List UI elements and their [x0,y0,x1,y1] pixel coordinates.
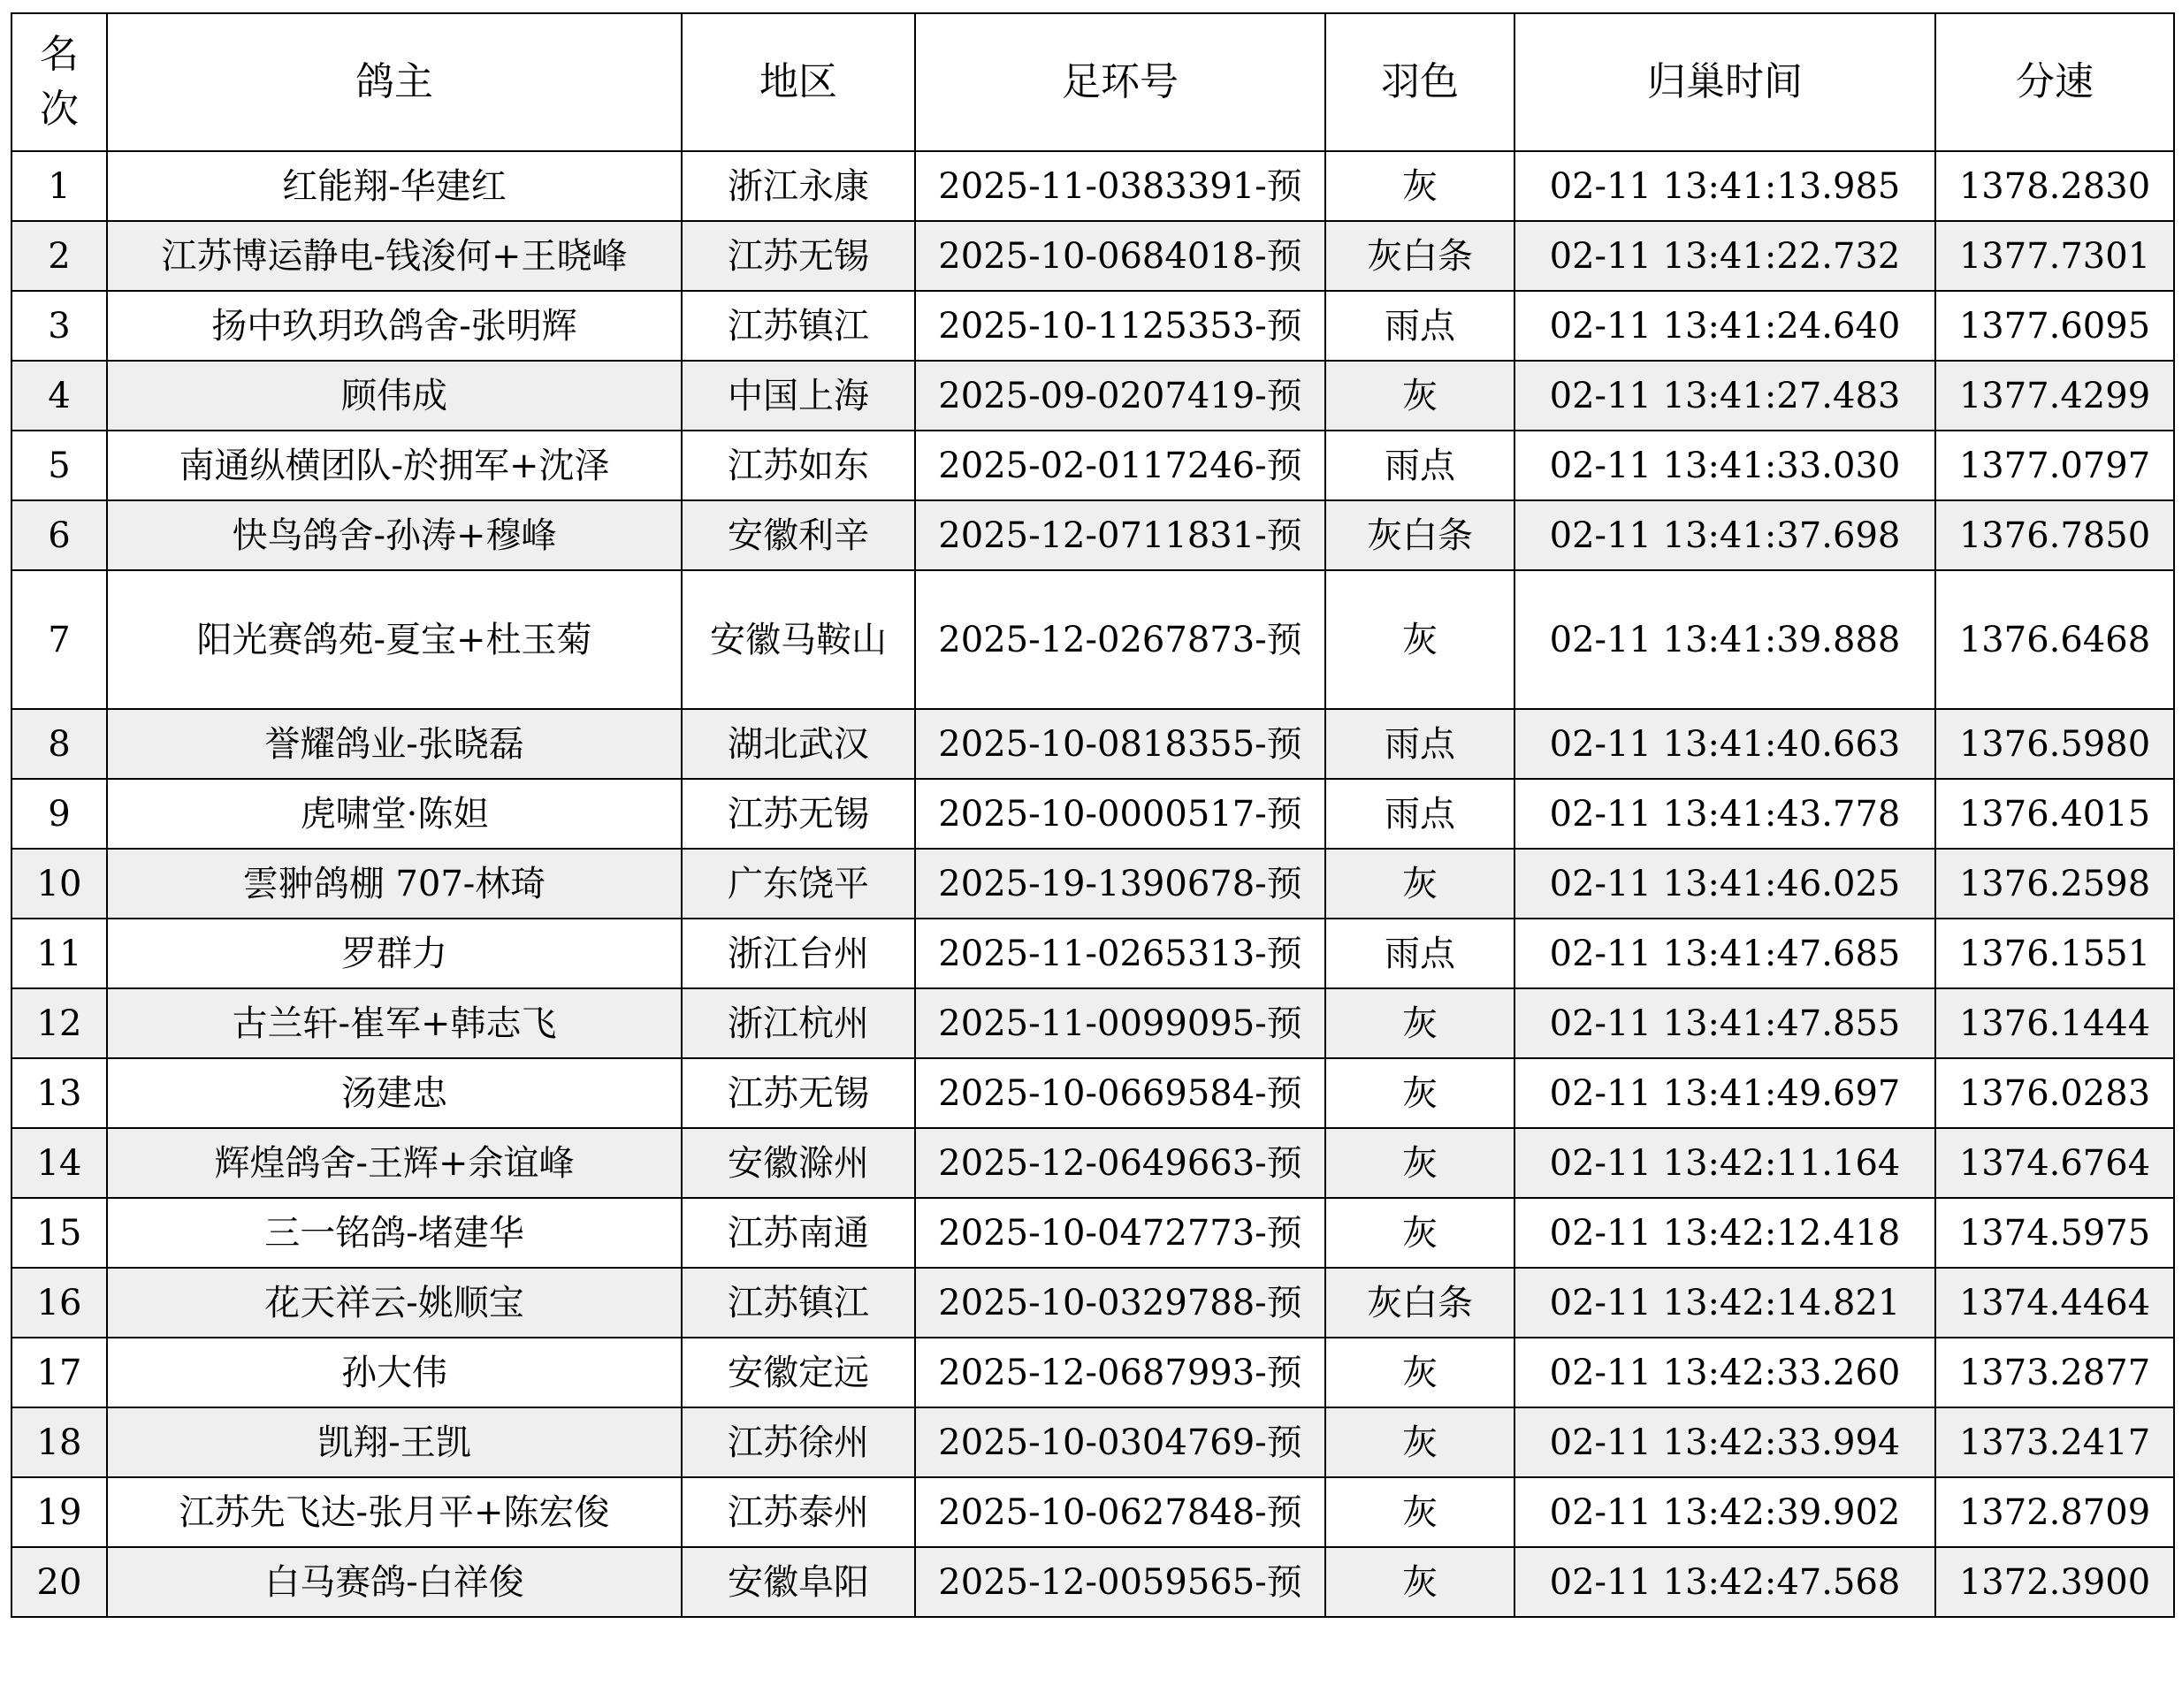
cell-rank: 19 [11,1477,107,1547]
cell-return-time: 02-11 13:42:14.821 [1514,1268,1935,1338]
cell-speed: 1376.7850 [1935,500,2174,570]
cell-owner: 阳光赛鸽苑-夏宝+杜玉菊 [107,570,682,709]
table-row [11,919,2174,988]
cell-owner: 雲翀鸽棚 707-林琦 [107,849,682,919]
cell-speed: 1376.2598 [1935,849,2174,919]
cell-owner: 古兰轩-崔军+韩志飞 [107,988,682,1058]
cell-ring-number: 2025-02-0117246-预 [915,431,1325,500]
cell-rank: 3 [11,291,107,361]
cell-speed: 1373.2417 [1935,1407,2174,1477]
cell-feather-color: 灰 [1325,361,1514,431]
cell-region: 江苏如东 [682,431,915,500]
cell-region: 安徽利辛 [682,500,915,570]
cell-rank: 16 [11,1268,107,1338]
cell-speed: 1376.0283 [1935,1058,2174,1128]
cell-rank: 7 [11,570,107,709]
cell-rank: 14 [11,1128,107,1198]
cell-owner: 虎啸堂·陈妲 [107,779,682,849]
cell-region: 江苏无锡 [682,221,915,291]
cell-region: 安徽阜阳 [682,1547,915,1617]
cell-speed: 1377.6095 [1935,291,2174,361]
cell-rank: 12 [11,988,107,1058]
cell-feather-color: 灰 [1325,1407,1514,1477]
cell-rank: 17 [11,1338,107,1407]
cell-return-time: 02-11 13:42:39.902 [1514,1477,1935,1547]
table-row [11,1128,2174,1198]
table-row [11,1407,2174,1477]
cell-speed: 1376.5980 [1935,709,2174,779]
cell-feather-color: 灰 [1325,849,1514,919]
cell-ring-number: 2025-10-0304769-预 [915,1407,1325,1477]
cell-speed: 1378.2830 [1935,151,2174,221]
cell-owner: 红能翔-华建红 [107,151,682,221]
cell-ring-number: 2025-12-0267873-预 [915,570,1325,709]
cell-feather-color: 雨点 [1325,709,1514,779]
cell-rank: 13 [11,1058,107,1128]
cell-region: 安徽定远 [682,1338,915,1407]
cell-feather-color: 灰 [1325,1128,1514,1198]
cell-return-time: 02-11 13:41:47.855 [1514,988,1935,1058]
cell-owner: 扬中玖玥玖鸽舍-张明辉 [107,291,682,361]
column-header-speed: 分速 [1935,13,2174,151]
column-header-region: 地区 [682,13,915,151]
cell-return-time: 02-11 13:41:13.985 [1514,151,1935,221]
cell-ring-number: 2025-10-0669584-预 [915,1058,1325,1128]
cell-feather-color: 灰 [1325,1198,1514,1268]
cell-rank: 15 [11,1198,107,1268]
cell-feather-color: 灰 [1325,1338,1514,1407]
cell-speed: 1376.1551 [1935,919,2174,988]
cell-rank: 1 [11,151,107,221]
table-row [11,779,2174,849]
cell-ring-number: 2025-10-0000517-预 [915,779,1325,849]
cell-return-time: 02-11 13:42:12.418 [1514,1198,1935,1268]
cell-region: 浙江永康 [682,151,915,221]
cell-feather-color: 灰 [1325,151,1514,221]
table-row [11,1268,2174,1338]
column-header-owner: 鸽主 [107,13,682,151]
results-table [11,12,2175,1618]
cell-region: 江苏镇江 [682,291,915,361]
cell-return-time: 02-11 13:41:24.640 [1514,291,1935,361]
table-header [11,13,2174,151]
cell-ring-number: 2025-12-0649663-预 [915,1128,1325,1198]
cell-region: 江苏南通 [682,1198,915,1268]
cell-feather-color: 灰 [1325,1058,1514,1128]
cell-speed: 1376.4015 [1935,779,2174,849]
cell-owner: 三一铭鸽-堵建华 [107,1198,682,1268]
table-row [11,361,2174,431]
table-row [11,988,2174,1058]
table-row [11,151,2174,221]
cell-return-time: 02-11 13:42:47.568 [1514,1547,1935,1617]
cell-rank: 6 [11,500,107,570]
cell-return-time: 02-11 13:41:27.483 [1514,361,1935,431]
cell-owner: 孙大伟 [107,1338,682,1407]
cell-ring-number: 2025-10-0627848-预 [915,1477,1325,1547]
cell-region: 江苏泰州 [682,1477,915,1547]
cell-ring-number: 2025-12-0687993-预 [915,1338,1325,1407]
cell-speed: 1377.7301 [1935,221,2174,291]
cell-rank: 20 [11,1547,107,1617]
cell-speed: 1374.6764 [1935,1128,2174,1198]
cell-speed: 1376.1444 [1935,988,2174,1058]
cell-speed: 1374.5975 [1935,1198,2174,1268]
cell-rank: 10 [11,849,107,919]
cell-ring-number: 2025-12-0711831-预 [915,500,1325,570]
table-row [11,1198,2174,1268]
table-row [11,431,2174,500]
cell-return-time: 02-11 13:41:33.030 [1514,431,1935,500]
table-row [11,1338,2174,1407]
cell-region: 江苏镇江 [682,1268,915,1338]
table-row [11,221,2174,291]
cell-owner: 誉耀鸽业-张晓磊 [107,709,682,779]
cell-return-time: 02-11 13:42:33.994 [1514,1407,1935,1477]
cell-owner: 江苏博运静电-钱浚何+王晓峰 [107,221,682,291]
cell-region: 浙江杭州 [682,988,915,1058]
cell-return-time: 02-11 13:41:40.663 [1514,709,1935,779]
cell-speed: 1373.2877 [1935,1338,2174,1407]
cell-region: 安徽马鞍山 [682,570,915,709]
cell-owner: 快鸟鸽舍-孙涛+穆峰 [107,500,682,570]
cell-region: 江苏徐州 [682,1407,915,1477]
cell-region: 湖北武汉 [682,709,915,779]
cell-feather-color: 灰 [1325,988,1514,1058]
cell-owner: 花天祥云-姚顺宝 [107,1268,682,1338]
cell-rank: 5 [11,431,107,500]
cell-feather-color: 雨点 [1325,291,1514,361]
cell-feather-color: 灰白条 [1325,221,1514,291]
cell-ring-number: 2025-10-0472773-预 [915,1198,1325,1268]
cell-speed: 1376.6468 [1935,570,2174,709]
cell-region: 中国上海 [682,361,915,431]
cell-ring-number: 2025-11-0383391-预 [915,151,1325,221]
column-header-color: 羽色 [1325,13,1514,151]
cell-ring-number: 2025-09-0207419-预 [915,361,1325,431]
cell-ring-number: 2025-11-0099095-预 [915,988,1325,1058]
cell-rank: 18 [11,1407,107,1477]
cell-feather-color: 灰白条 [1325,500,1514,570]
cell-rank: 9 [11,779,107,849]
cell-owner: 汤建忠 [107,1058,682,1128]
cell-feather-color: 雨点 [1325,919,1514,988]
cell-feather-color: 雨点 [1325,779,1514,849]
cell-speed: 1377.4299 [1935,361,2174,431]
cell-ring-number: 2025-10-1125353-预 [915,291,1325,361]
cell-return-time: 02-11 13:41:39.888 [1514,570,1935,709]
header-row [11,13,2174,151]
cell-rank: 11 [11,919,107,988]
column-header-time: 归巢时间 [1514,13,1935,151]
table-row [11,1477,2174,1547]
cell-owner: 罗群力 [107,919,682,988]
cell-speed: 1372.8709 [1935,1477,2174,1547]
cell-rank: 4 [11,361,107,431]
table-row [11,1547,2174,1617]
cell-speed: 1374.4464 [1935,1268,2174,1338]
cell-rank: 8 [11,709,107,779]
cell-feather-color: 灰 [1325,570,1514,709]
cell-feather-color: 灰 [1325,1547,1514,1617]
table-row [11,849,2174,919]
cell-ring-number: 2025-11-0265313-预 [915,919,1325,988]
cell-rank: 2 [11,221,107,291]
column-header-ring: 足环号 [915,13,1325,151]
cell-owner: 南通纵横团队-於拥军+沈泽 [107,431,682,500]
cell-region: 安徽滁州 [682,1128,915,1198]
column-header-rank: 名次 [11,13,107,151]
table-body [11,151,2174,1617]
cell-feather-color: 灰 [1325,1477,1514,1547]
cell-return-time: 02-11 13:41:49.697 [1514,1058,1935,1128]
cell-owner: 江苏先飞达-张月平+陈宏俊 [107,1477,682,1547]
cell-ring-number: 2025-10-0684018-预 [915,221,1325,291]
table-row [11,570,2174,709]
cell-return-time: 02-11 13:41:37.698 [1514,500,1935,570]
cell-return-time: 02-11 13:41:46.025 [1514,849,1935,919]
cell-return-time: 02-11 13:42:11.164 [1514,1128,1935,1198]
cell-feather-color: 灰白条 [1325,1268,1514,1338]
cell-return-time: 02-11 13:41:22.732 [1514,221,1935,291]
table-row [11,291,2174,361]
cell-region: 广东饶平 [682,849,915,919]
table-row [11,1058,2174,1128]
cell-owner: 辉煌鸽舍-王辉+余谊峰 [107,1128,682,1198]
cell-ring-number: 2025-10-0818355-预 [915,709,1325,779]
cell-ring-number: 2025-10-0329788-预 [915,1268,1325,1338]
cell-speed: 1377.0797 [1935,431,2174,500]
table-row [11,709,2174,779]
cell-ring-number: 2025-19-1390678-预 [915,849,1325,919]
cell-return-time: 02-11 13:42:33.260 [1514,1338,1935,1407]
cell-owner: 白马赛鸽-白祥俊 [107,1547,682,1617]
cell-region: 浙江台州 [682,919,915,988]
cell-region: 江苏无锡 [682,779,915,849]
cell-region: 江苏无锡 [682,1058,915,1128]
cell-owner: 顾伟成 [107,361,682,431]
cell-ring-number: 2025-12-0059565-预 [915,1547,1325,1617]
cell-owner: 凯翔-王凯 [107,1407,682,1477]
cell-feather-color: 雨点 [1325,431,1514,500]
cell-return-time: 02-11 13:41:43.778 [1514,779,1935,849]
cell-speed: 1372.3900 [1935,1547,2174,1617]
table-row [11,500,2174,570]
cell-return-time: 02-11 13:41:47.685 [1514,919,1935,988]
